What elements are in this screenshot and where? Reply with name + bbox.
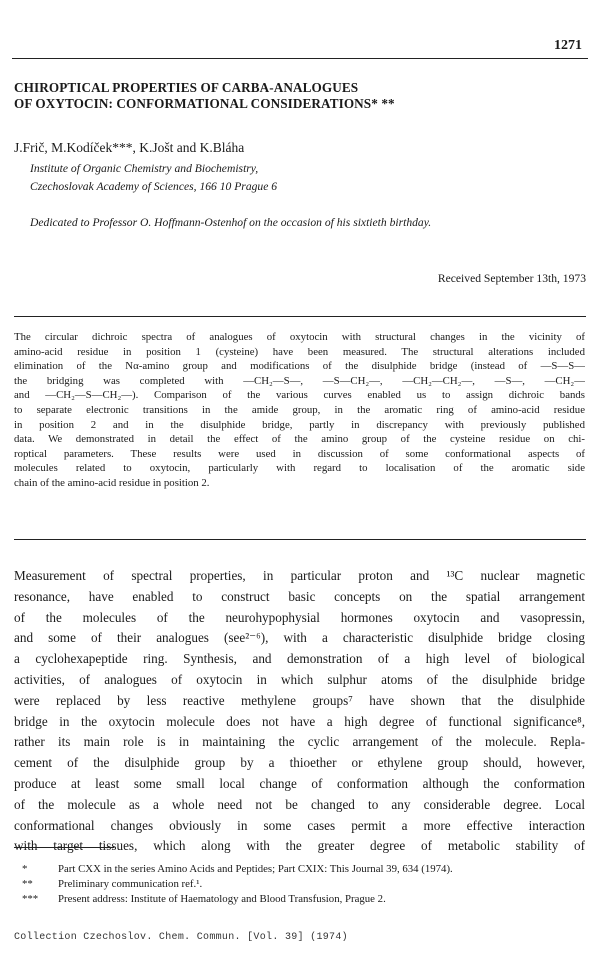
footnote-mark: ** xyxy=(22,878,33,890)
abstract xyxy=(14,330,585,491)
body-line: conformational changes obviously in some cases permit a more effective interaction xyxy=(14,817,585,833)
abstract-line: chain of the amino-acid residue in position 2. xyxy=(14,476,210,489)
footnote-mark: * xyxy=(22,863,28,875)
article-title xyxy=(14,80,584,112)
author-list: J.Frič, M.Kodíček***, K.Jošt and K.Bláha xyxy=(14,140,245,155)
affiliation xyxy=(30,160,277,196)
abstract-line: molecules related to oxytocin, particularly with regard to localisation of the aromatic side xyxy=(14,462,585,475)
received-date: Received September 13th, 1973 xyxy=(437,272,586,285)
body-line: were replaced by less reactive methylene groups⁷ have shown that the disulphide xyxy=(14,692,585,708)
body-line: with target tissues, which along with the greater degree of metabolic stability of xyxy=(14,838,585,854)
body-line: bridge in the oxytocin molecule does not have a high degree of functional significance⁸, xyxy=(14,713,585,729)
affiliation-line: Czechoslovak Academy of Sciences, 166 10 Prague 6 xyxy=(30,180,278,193)
abstract-line: the bridging was completed with —CH₂—S—, —S—CH₂—, —CH₂—CH₂—, —S—, —CH₂— xyxy=(14,374,585,387)
body-line: cement of the disulphide group by a thioether or ethylene group should, however, xyxy=(14,755,585,771)
abstract-line: to separate electronic transitions in the amide group, in the aromatic ring of amino-acid residue xyxy=(14,403,585,416)
affiliation-line: Institute of Organic Chemistry and Biochemistry, xyxy=(30,162,259,175)
body-line: of the molecule as a whole need not be changed to any considerable degree. Local xyxy=(14,796,585,812)
footnotes xyxy=(22,862,587,907)
abstract-bottom-rule xyxy=(14,539,586,540)
body-line: produce at least some small local change of conformation although the conformation xyxy=(14,775,585,791)
body-line: rather its main role is in maintaining the cyclic arrangement of the molecule. Repla- xyxy=(14,734,585,750)
footnote-text: Preliminary communication ref.¹. xyxy=(58,878,203,890)
body-line: of the molecules of the neurohypophysial hormones oxytocin and vasopressin, xyxy=(14,609,585,625)
footnote-text: Present address: Institute of Haematology and Blood Transfusion, Prague 2. xyxy=(58,893,386,905)
footnote xyxy=(22,877,587,892)
body-line: resonance, have enabled to construct basic concepts on the spatial arrangement xyxy=(14,588,585,604)
footnote xyxy=(22,862,587,877)
dedication: Dedicated to Professor O. Hoffmann-Ostenhof on the occasion of his sixtieth birthday. xyxy=(30,216,432,229)
footnote-rule xyxy=(14,847,114,848)
body-line: and some of their analogues (see²⁻⁶), with a characteristic disulphide bridge closing xyxy=(14,630,585,646)
abstract-top-rule xyxy=(14,316,586,317)
footnote xyxy=(22,892,587,907)
abstract-line: in position 2 and in the disulphide bridge, partly in discrepancy with previously published xyxy=(14,418,585,431)
page-number: 1271 xyxy=(554,38,582,53)
title-line: CHIROPTICAL PROPERTIES OF CARBA-ANALOGUES xyxy=(14,80,359,95)
journal-reference: Collection Czechoslov. Chem. Commun. [Vol. 39] (1974) xyxy=(14,932,348,943)
title-line: OF OXYTOCIN: CONFORMATIONAL CONSIDERATIONS* ** xyxy=(14,96,395,111)
abstract-line: The circular dichroic spectra of analogues of oxytocin with structural changes in the vicinity of xyxy=(14,331,585,343)
abstract-line: data. We demonstrated in detail the effect of the amino group of the cysteine residue on chi- xyxy=(14,433,585,446)
footnote-mark: *** xyxy=(22,893,39,905)
footnote-text: Part CXX in the series Amino Acids and Peptides; Part CXIX: This Journal 39, 634 (1974). xyxy=(58,863,453,875)
abstract-line: and —CH₂—S—CH₂—). Comparison of the various curves enabled us to assign dichroic bands xyxy=(14,389,585,402)
abstract-line: elimination of the Nα-amino group and modifications of the disulphide bridge (instead of —S—S— xyxy=(14,360,585,373)
abstract-line: amino-acid residue in position 1 (cysteine) have been measured. The structural alterations included xyxy=(14,345,585,358)
body-line: Measurement of spectral properties, in particular proton and ¹³C nuclear magnetic xyxy=(14,568,585,583)
header-rule xyxy=(12,58,588,59)
body-text xyxy=(14,566,585,857)
body-line: activities, of analogues of oxytocin in which sulphur atoms of the disulphide bridge xyxy=(14,671,585,687)
body-line: a cyclohexapeptide ring. Synthesis, and demonstration of a high level of biological xyxy=(14,651,585,667)
abstract-line: roptical parameters. These results were used in discussion of some conformational aspects of xyxy=(14,447,585,460)
